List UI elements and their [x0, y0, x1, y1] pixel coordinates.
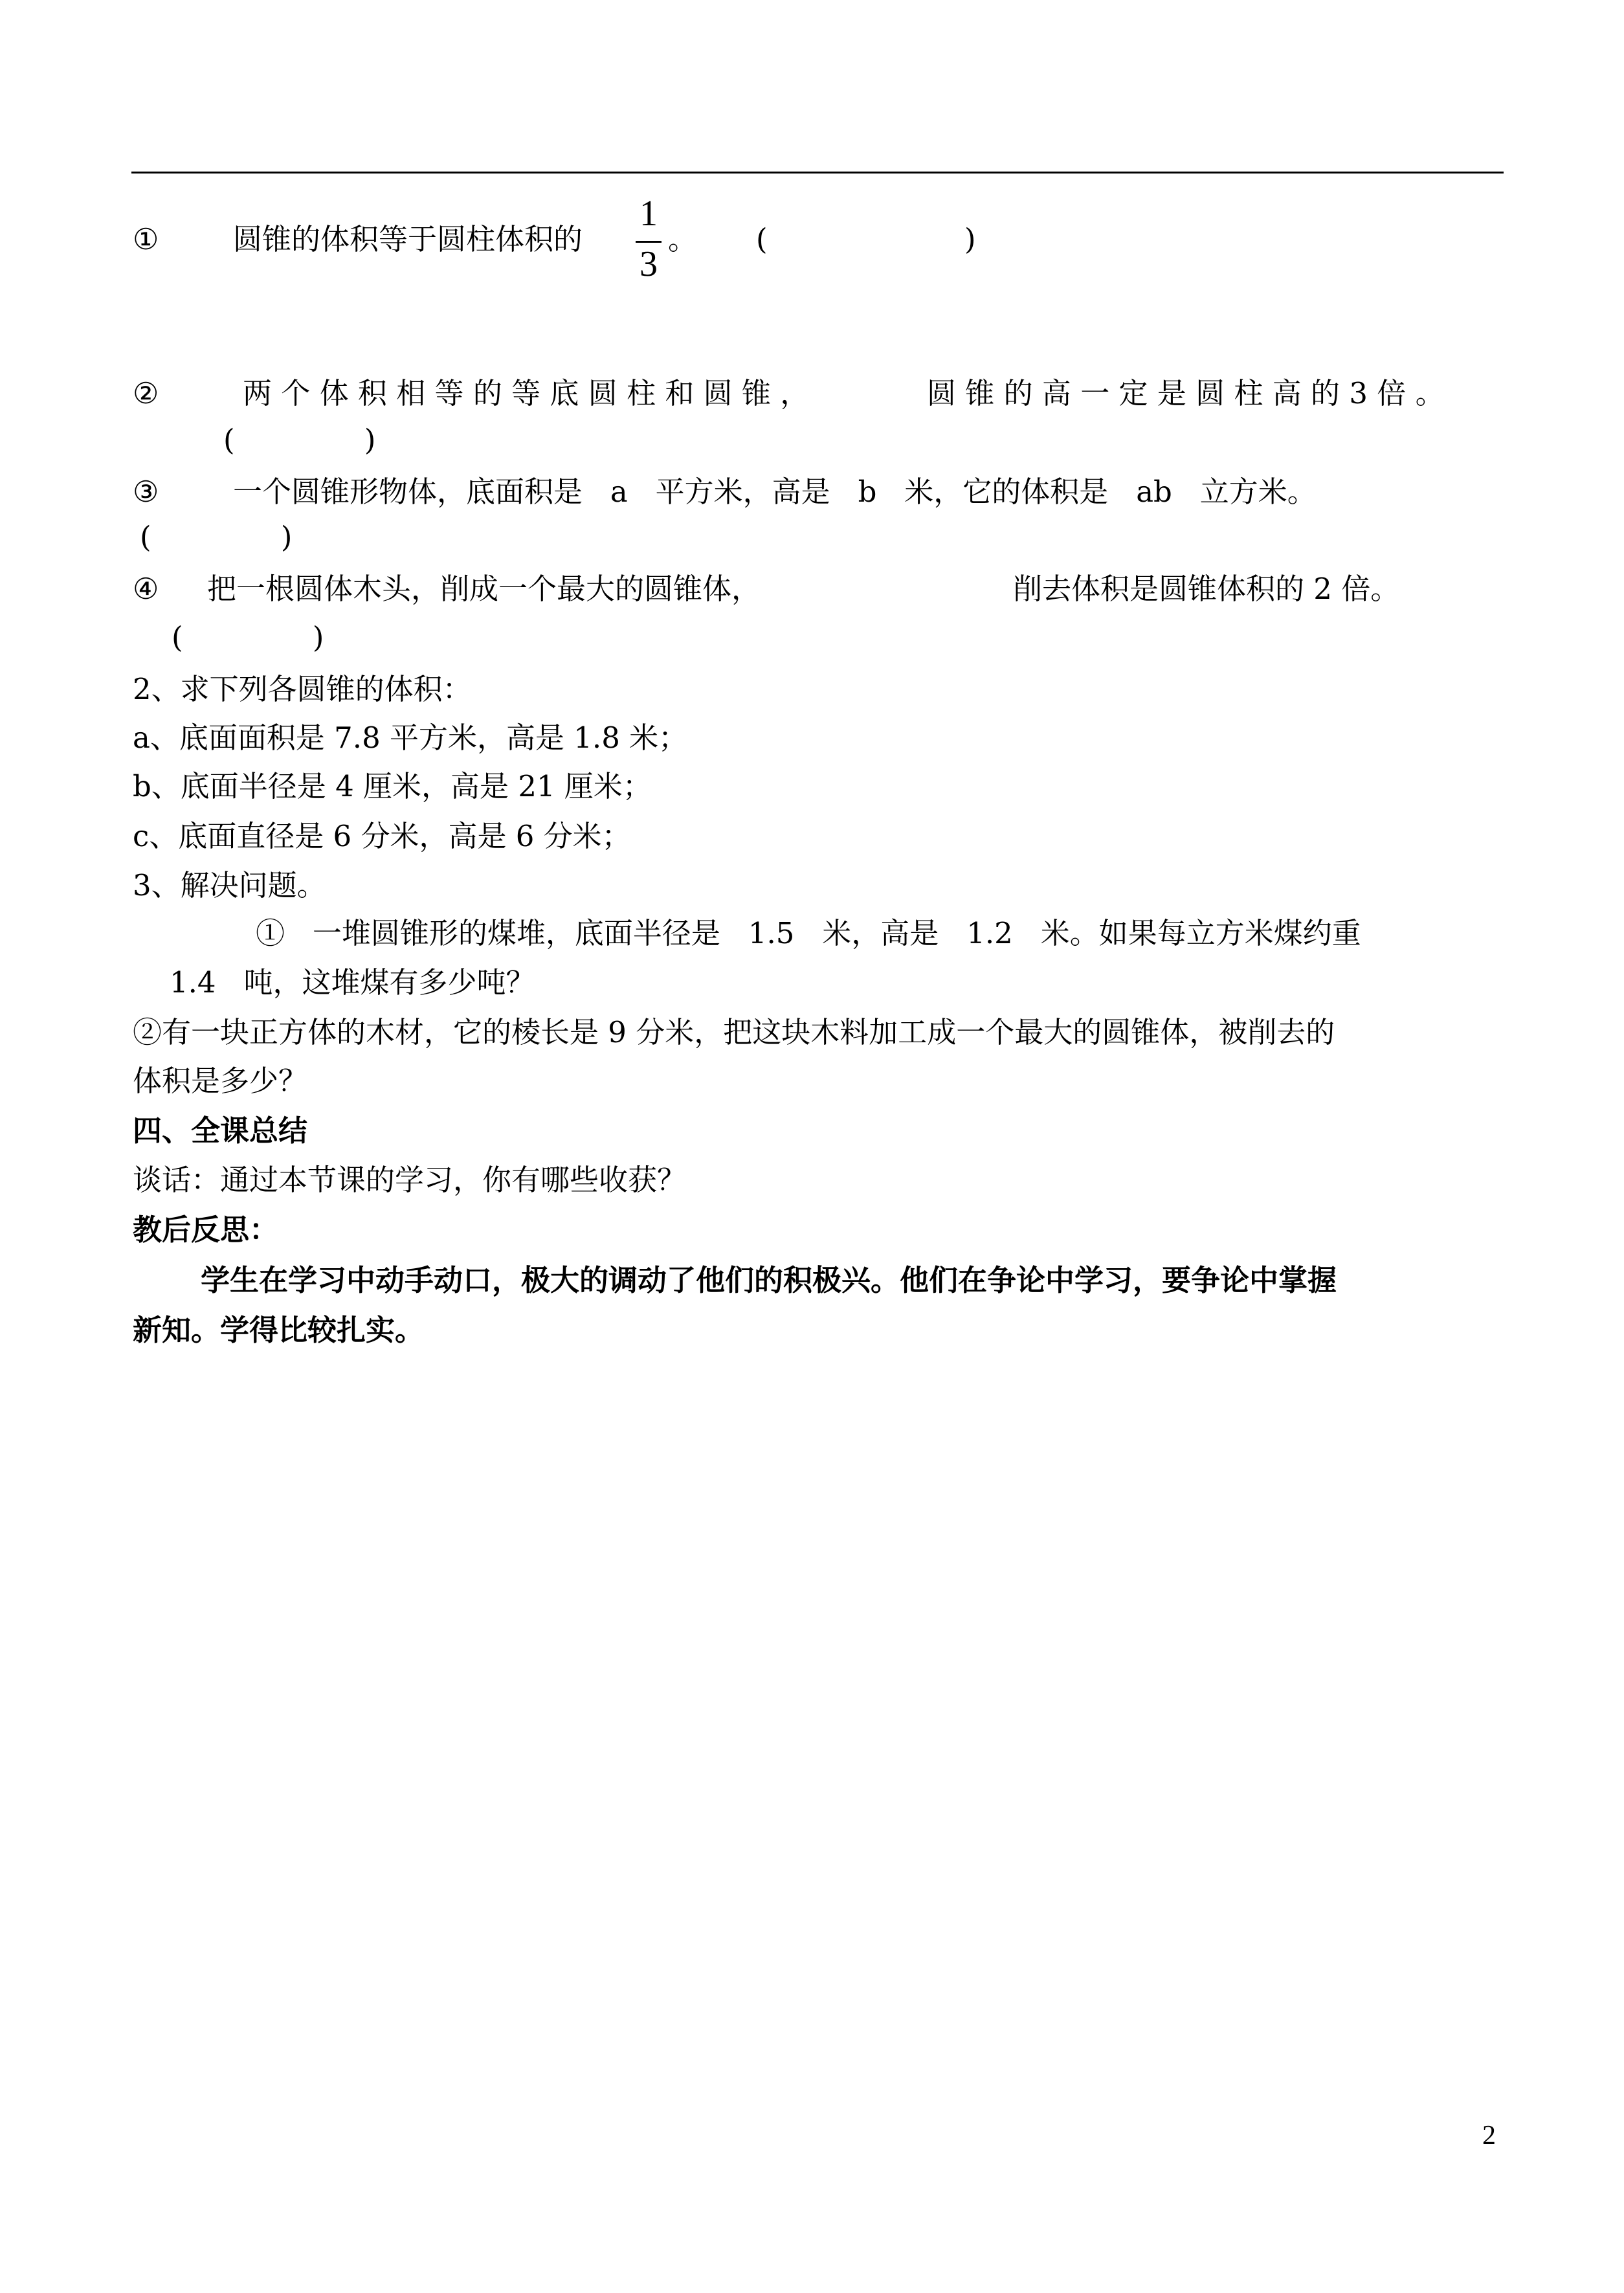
q3-answer-paren: ( ) — [140, 520, 293, 554]
problem2-line2: 体积是多少？ — [133, 1064, 308, 1098]
problem1-line2: 1.4 吨，这堆煤有多少吨？ — [170, 965, 535, 1000]
page-number: 2 — [1482, 2121, 1496, 2151]
section4-title: 四、全课总结 — [133, 1113, 308, 1148]
q1-paren-close: ) — [964, 222, 976, 256]
section2-title: 2、求下列各圆锥的体积： — [133, 672, 472, 706]
q2-text-a: 两 个 体 积 相 等 的 等 底 圆 柱 和 圆 锥 ， — [243, 376, 810, 410]
fraction-bar — [636, 241, 662, 243]
q4-marker: ④ — [133, 572, 159, 606]
q3-marker: ③ — [133, 475, 159, 509]
section2-item-c: c、底面直径是 6 分米，高是 6 分米； — [133, 819, 631, 853]
q1-text: 圆锥的体积等于圆柱体积的 — [233, 222, 583, 256]
reflection-title: 教后反思： — [133, 1213, 279, 1247]
q2-marker: ② — [133, 376, 159, 410]
q4-text-a: 把一根圆体木头，削成一个最大的圆锥体， — [207, 572, 761, 606]
q2-text-b: 圆 锥 的 高 一 定 是 圆 柱 高 的 3 倍 。 — [927, 376, 1445, 410]
q1-paren-open: ( — [756, 222, 768, 256]
q1-marker: ① — [133, 222, 159, 256]
fraction-denominator: 3 — [640, 244, 658, 284]
q1-end: 。 — [668, 222, 698, 256]
q4-answer-paren: ( ) — [172, 620, 324, 654]
section3-title: 3、解决问题。 — [133, 868, 326, 902]
section2-item-b: b、底面半径是 4 厘米，高是 21 厘米； — [133, 769, 652, 803]
summary-talk: 谈话：通过本节课的学习，你有哪些收获？ — [133, 1163, 687, 1197]
q3-text: 一个圆锥形物体，底面积是 a 平方米，高是 b 米，它的体积是 ab 立方米。 — [233, 475, 1317, 509]
header-rule — [131, 172, 1504, 173]
q4-text-b: 削去体积是圆锥体积的 2 倍。 — [1013, 572, 1400, 606]
section2-item-a: a、底面面积是 7.8 平方米，高是 1.8 米； — [133, 721, 688, 755]
q2-answer-paren: ( ) — [223, 423, 376, 457]
reflection-line2: 新知。学得比较扎实。 — [133, 1313, 425, 1347]
problem2-line1: ②有一块正方体的木材，它的棱长是 9 分米，把这块木料加工成一个最大的圆锥体，被削去的 — [133, 1015, 1335, 1049]
problem1-line1: ① 一堆圆锥形的煤堆，底面半径是 1.5 米，高是 1.2 米。如果每立方米煤约重 — [256, 916, 1361, 950]
reflection-line1: 学生在学习中动手动口，极大的调动了他们的积极兴。他们在争论中学习，要争论中掌握 — [201, 1263, 1337, 1297]
fraction-numerator: 1 — [640, 194, 658, 234]
